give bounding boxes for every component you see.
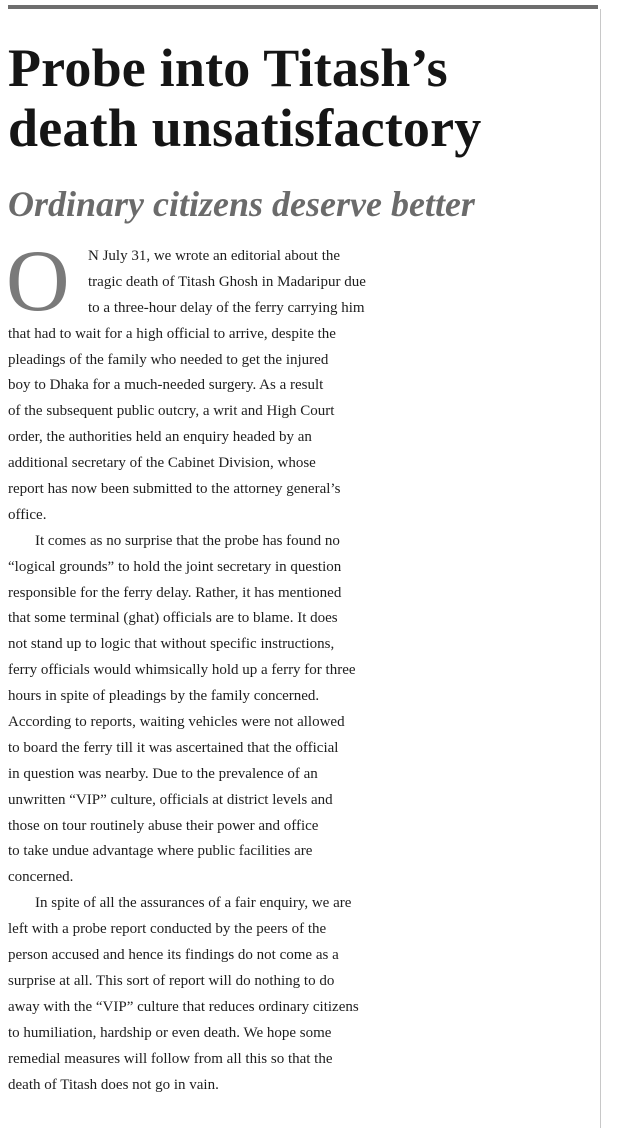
article-line: pleadings of the family who needed to get the injured — [8, 351, 329, 368]
article-line: “logical grounds” to hold the joint secretary in question — [8, 558, 342, 575]
article-line: In spite of all the assurances of a fair enquiry, we are — [35, 895, 352, 912]
article-line: that some terminal (ghat) officials are to blame. It does — [8, 610, 338, 627]
article-line: responsible for the ferry delay. Rather, it has mentioned — [8, 584, 342, 601]
article-line: that had to wait for a high official to arrive, despite the — [8, 325, 336, 342]
article-line: remedial measures will follow from all this so that the — [8, 1050, 333, 1067]
headline-line-2: death unsatisfactory — [8, 98, 482, 158]
top-rule — [8, 5, 598, 9]
article-line: N July 31, we wrote an editorial about the — [88, 248, 341, 264]
article-line: person accused and hence its findings do not come as a — [8, 947, 339, 964]
article-line: report has now been submitted to the attorney general’s — [8, 481, 341, 498]
article-line: hours in spite of pleadings by the family concerned. — [8, 688, 320, 705]
article-line: office. — [8, 506, 47, 523]
article-line: concerned. — [8, 869, 74, 886]
article-line: order, the authorities held an enquiry headed by an — [8, 429, 312, 446]
article-line: boy to Dhaka for a much-needed surgery. As a result — [8, 377, 324, 394]
subheadline: Ordinary citizens deserve better — [8, 184, 475, 224]
article-line: not stand up to logic that without specific instructions, — [8, 636, 335, 653]
article-line: ferry officials would whimsically hold up a ferry for three — [8, 662, 356, 679]
article-line: to take undue advantage where public facilities are — [8, 843, 313, 860]
article-line: unwritten “VIP” culture, officials at district levels and — [8, 791, 333, 808]
article-line: away with the “VIP” culture that reduces ordinary citizens — [8, 998, 359, 1015]
article-body — [6, 233, 600, 1098]
article-line: surprise at all. This sort of report will do nothing to do — [8, 972, 335, 989]
headline — [8, 38, 608, 158]
article-line: to a three-hour delay of the ferry carrying him — [88, 299, 365, 316]
drop-cap: O — [6, 233, 70, 330]
column-rule — [600, 9, 601, 1128]
article-line: to humiliation, hardship or even death. We hope some — [8, 1024, 332, 1041]
article-line: death of Titash does not go in vain. — [8, 1076, 219, 1093]
article-line: additional secretary of the Cabinet Division, whose — [8, 455, 316, 472]
article-line: According to reports, waiting vehicles were not allowed — [8, 714, 345, 731]
article-line: those on tour routinely abuse their power and office — [8, 817, 319, 834]
headline-line-1: Probe into Titash’s — [8, 38, 448, 98]
article-line: tragic death of Titash Ghosh in Madaripur due — [88, 273, 366, 290]
article-line: of the subsequent public outcry, a writ and High Court — [8, 403, 335, 420]
article-line: in question was nearby. Due to the prevalence of an — [8, 765, 318, 782]
article-line: to board the ferry till it was ascertained that the official — [8, 739, 339, 756]
article-line: left with a probe report conducted by the peers of the — [8, 921, 327, 938]
article-line: It comes as no surprise that the probe has found no — [35, 532, 340, 549]
